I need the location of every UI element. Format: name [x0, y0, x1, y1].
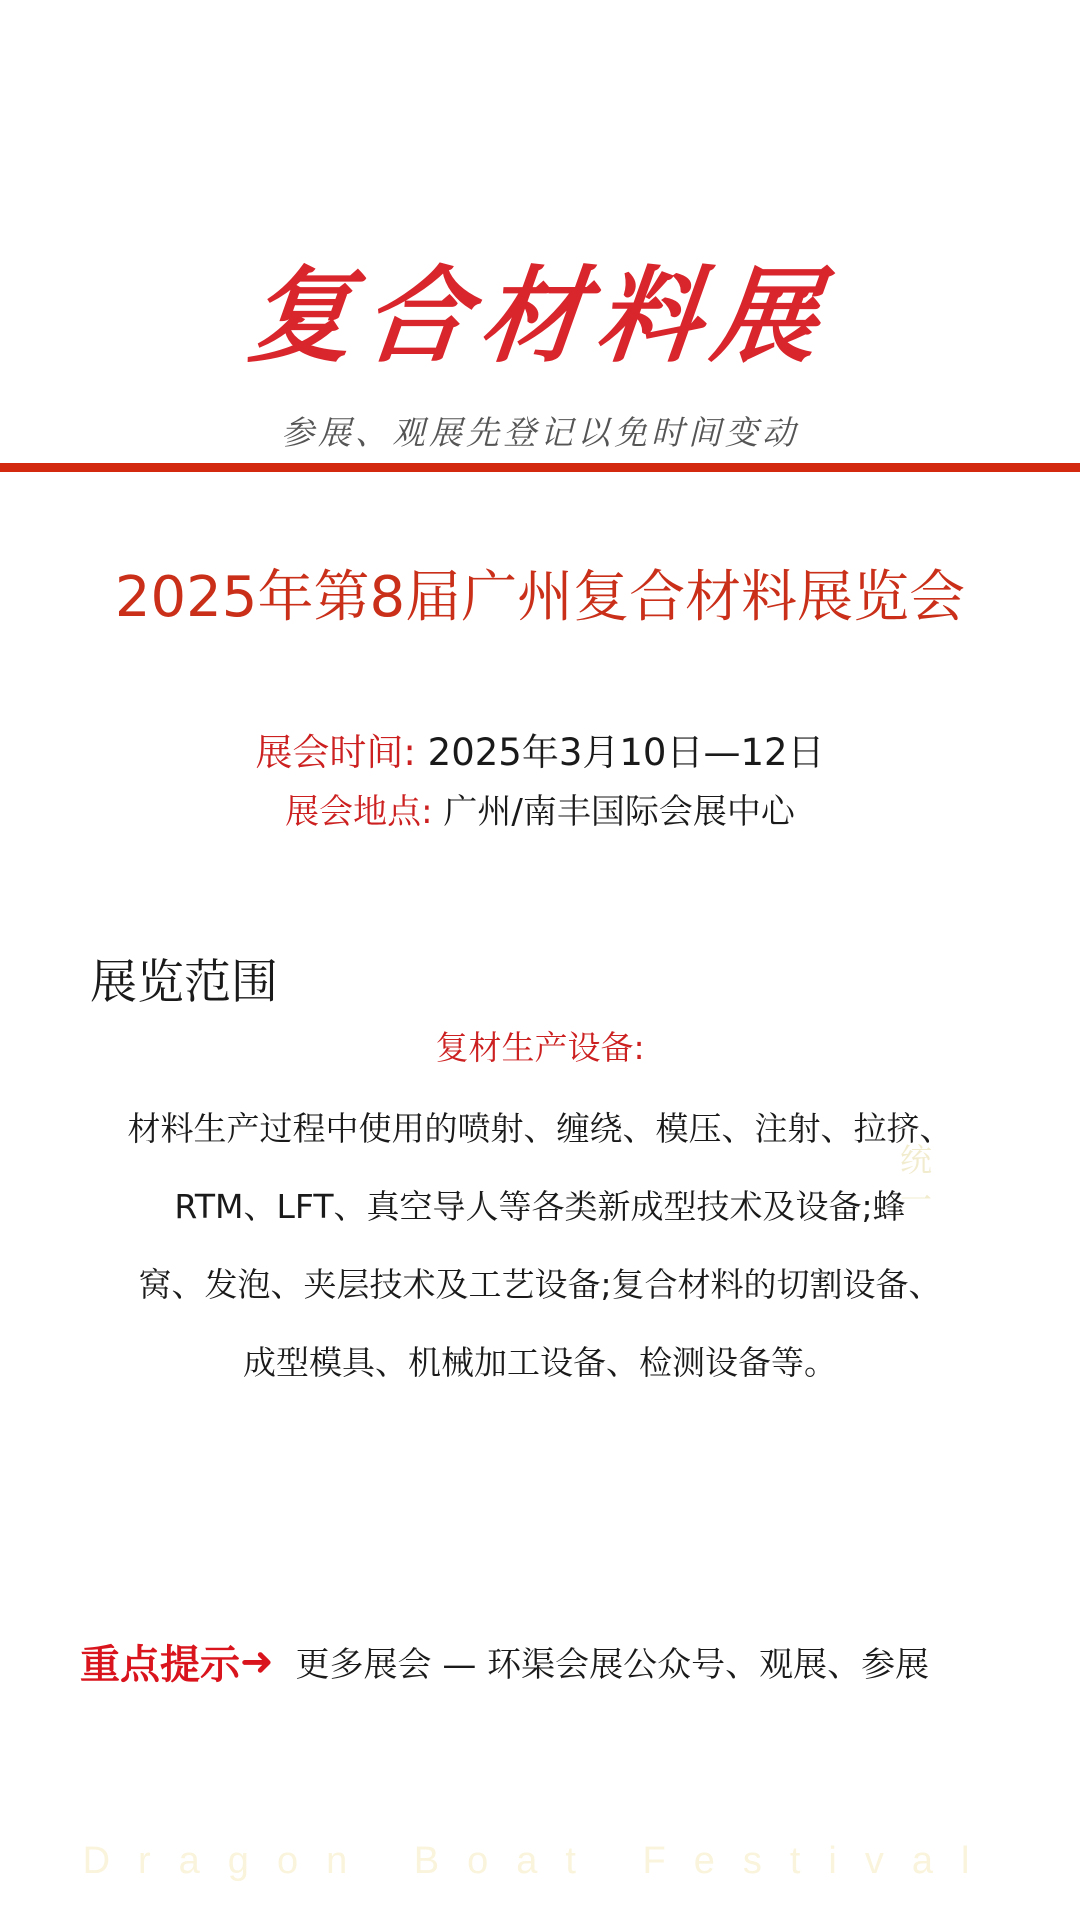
exhibition-time [0, 722, 1080, 776]
time-value: 2025年3月10日—12日 [427, 731, 825, 774]
description-line: 成型模具、机械加工设备、检测设备等。 [243, 1343, 837, 1382]
description-line: RTM、LFT、真空导人等各类新成型技术及设备;蜂 [174, 1187, 906, 1226]
exhibition-name: 2025年第8届广州复合材料展览会 [114, 565, 966, 630]
description-line: 窝、发泡、夹层技术及工艺设备;复合材料的切割设备、 [138, 1265, 942, 1304]
place-label: 展会地点: [285, 792, 433, 832]
scope-category: 复材生产设备: [435, 1028, 645, 1067]
notice-text: 更多展会 — 环渠会展公众号、观展、参展 [295, 1645, 930, 1685]
page-title: 复合材料展 [242, 254, 836, 377]
description-line: 材料生产过程中使用的喷射、缠绕、模压、注射、拉挤、 [127, 1109, 953, 1148]
scope-description [95, 1090, 985, 1402]
scope-heading: 展览范围 [90, 955, 278, 1010]
page-subtitle: 参展、观展先登记以免时间变动 [281, 413, 799, 452]
time-label: 展会时间: [255, 731, 416, 774]
arrow-right-icon: ➜ [240, 1638, 274, 1685]
exhibition-place [0, 784, 1080, 833]
notice-label: 重点提示 [80, 1641, 240, 1688]
header-divider [0, 463, 1080, 472]
notice-bar [80, 1633, 1040, 1690]
footer-watermark: Dragon Boat Festival [82, 1840, 998, 1882]
place-value: 广州/南丰国际会展中心 [443, 792, 795, 832]
vertical-watermark: 统一 [900, 1141, 933, 1219]
